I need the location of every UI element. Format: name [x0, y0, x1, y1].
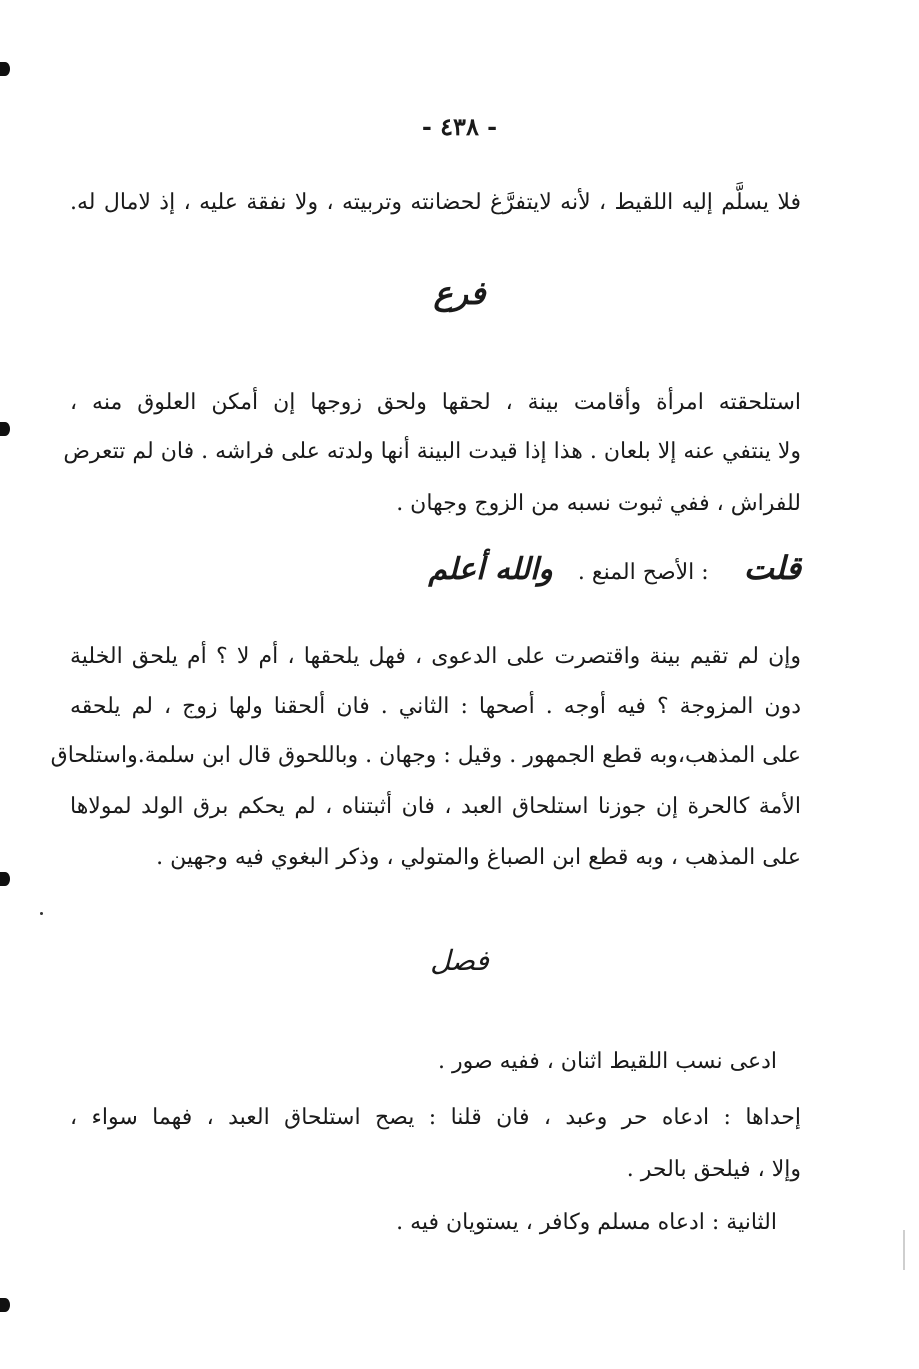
scan-edge-mark: [0, 422, 10, 436]
section-heading-fasl: فصل: [430, 944, 489, 977]
scan-edge-mark: [0, 62, 10, 76]
text-line-1: فلا يسلَّم إليه اللقيط ، لأنه لايتفرَّغ لحضانته وتربيته ، ولا نفقة عليه ، إذ لامال له.: [70, 190, 801, 215]
text-line-8: الأمة كالحرة إن جوزنا استلحاق العبد ، فان أثبتناه ، لم يحكم برق الولد لمولاها: [70, 794, 801, 819]
text-line-4: للفراش ، ففي ثبوت نسبه من الزوج وجهان .: [396, 491, 801, 516]
scan-speck: [40, 912, 43, 915]
qult-text: : الأصح المنع .: [577, 560, 709, 585]
scan-vertical-line: [903, 1230, 905, 1270]
scan-edge-mark: [0, 872, 10, 886]
text-line-5: وإن لم تقيم بينة واقتصرت على الدعوى ، فهل يلحقها ، أم لا ؟ أم يلحق الخلية: [70, 644, 801, 669]
text-line-13: الثانية : ادعاه مسلم وكافر ، يستويان فيه .: [396, 1210, 777, 1235]
text-line-12: وإلا ، فيلحق بالحر .: [626, 1157, 801, 1182]
qult-label: قلت: [743, 549, 801, 587]
section-heading-far: فرع: [433, 274, 486, 312]
qult-ending: والله أعلم: [428, 552, 553, 587]
text-line-2: استلحقته امرأة وأقامت بينة ، لحقها ولحق زوجها إن أمكن العلوق منه ،: [70, 390, 801, 415]
scan-edge-mark: [0, 1298, 10, 1312]
text-line-7: على المذهب،وبه قطع الجمهور . وقيل : وجهان . وباللحوق قال ابن سلمة.واستلحاق: [50, 743, 801, 768]
text-line-9: على المذهب ، وبه قطع ابن الصباغ والمتولي ، وذكر البغوي فيه وجهين .: [156, 845, 801, 870]
text-line-6: دون المزوجة ؟ فيه أوجه . أصحها : الثاني . فان ألحقنا ولها زوج ، لم يلحقه: [70, 694, 801, 719]
qult-line: [70, 548, 801, 593]
text-line-10: ادعى نسب اللقيط اثنان ، ففيه صور .: [437, 1049, 777, 1074]
text-line-3: ولا ينتفي عنه إلا بلعان . هذا إذا قيدت البينة أنها ولدته على فراشه . فان لم تتعرض: [63, 439, 801, 464]
page-number: - ٤٣٨ -: [421, 112, 498, 141]
text-line-11: إحداها : ادعاه حر وعبد ، فان قلنا : يصح استلحاق العبد ، فهما سواء ،: [70, 1105, 802, 1130]
